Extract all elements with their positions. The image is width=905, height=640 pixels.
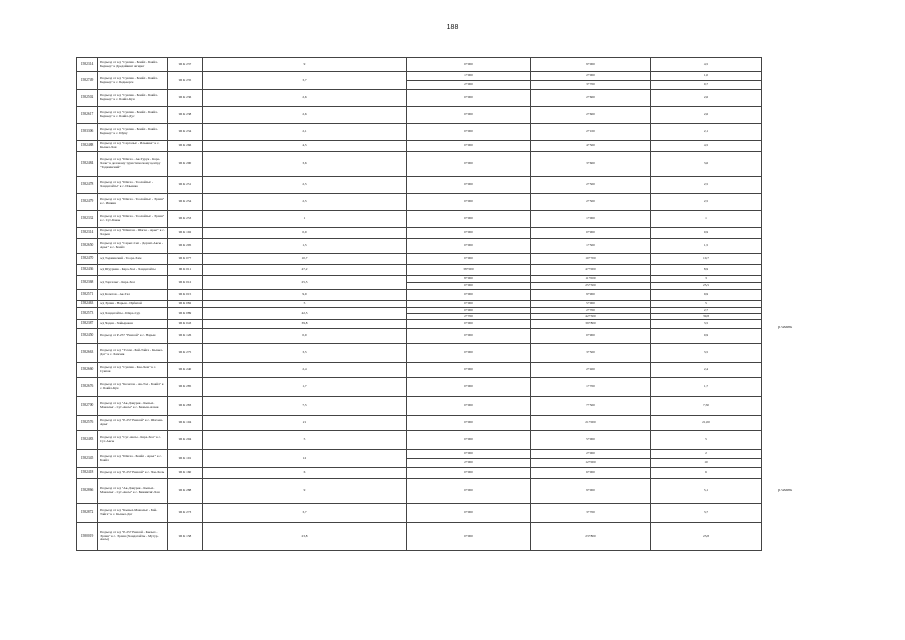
segment-to-cell: 9+000: [531, 58, 651, 72]
table-row: [77, 378, 762, 397]
road-name-cell: Подъезд от а/д "Сарыг-Сеп - Дерзиг-Аксы - Арыг" к с. Бояйл: [98, 239, 168, 254]
road-id-cell: 1582749: [77, 72, 98, 90]
road-name-cell: Подъезд от а/д "Сукпак - Каа-Хем" к с. Сукпак: [98, 363, 168, 378]
road-id-cell: 1582484: [77, 152, 98, 177]
segment-to-cell: 25+500: [531, 283, 651, 290]
road-code-cell: 96 К 082: [168, 301, 203, 308]
segment-from-cell: 0+000: [407, 468, 531, 479]
segment-to-cell: 9+000: [531, 479, 651, 504]
road-length-cell: 3,5: [203, 344, 407, 363]
table-row: [77, 124, 762, 141]
road-id-cell: 1582314: [77, 228, 98, 239]
road-id-cell: 1582470: [77, 254, 98, 265]
segment-from-cell: 0+000: [407, 107, 531, 124]
road-length-cell: 9,9: [203, 290, 407, 301]
segment-to-cell: 23+800: [531, 523, 651, 551]
segment-to-cell: 1+500: [531, 239, 651, 254]
road-id-cell: 1582368: [77, 276, 98, 290]
road-name-cell: Подъезд от а/д "Шагаа - Тоолайлыг - Хандагайты" к с. Ильинка: [98, 177, 168, 194]
road-id-cell: 1582478: [77, 177, 98, 194]
segment-to-cell: 2+600: [531, 90, 651, 107]
segment-length-cell: 1: [651, 211, 762, 228]
segment-length-cell: 1,7: [651, 378, 762, 397]
segment-length-cell: 1,0: [651, 72, 762, 81]
road-length-cell: 6: [203, 468, 407, 479]
segment-length-cell: 8,9: [651, 265, 762, 276]
segment-length-cell: 0,9: [651, 228, 762, 239]
road-name-cell: Подъезд от а/д "Сукпак - Бояйл - Бояйл-Бедьчер" к с. Бедьчерге: [98, 72, 168, 90]
road-name-cell: Подъезд от а/д "Шагаа - Бояйл - Арыг" к с. Бояйл: [98, 450, 168, 468]
segment-length-cell: 4,5: [651, 141, 762, 152]
segment-length-cell: 2,5: [651, 194, 762, 211]
table-row: [77, 301, 762, 308]
segment-from-cell: 0+000: [407, 378, 531, 397]
road-id-cell: 1582700: [77, 397, 98, 416]
road-code-cell: 96 К 253: [168, 211, 203, 228]
road-id-cell: 1582314: [77, 58, 98, 72]
segment-to-cell: 3+700: [531, 81, 651, 90]
segment-to-cell: 4+500: [531, 141, 651, 152]
road-length-cell: 42,5: [203, 308, 407, 320]
segment-from-cell: 0+000: [407, 177, 531, 194]
road-code-cell: 96 К 251: [168, 177, 203, 194]
segment-to-cell: 2+600: [531, 107, 651, 124]
road-id-cell: 1582483: [77, 431, 98, 450]
road-length-cell: 12: [203, 450, 407, 468]
segment-to-cell: 1+000: [531, 211, 651, 228]
road-id-cell: 1582576: [77, 416, 98, 431]
road-code-cell: 96 К 158: [168, 523, 203, 551]
segment-to-cell: 0+900: [531, 329, 651, 344]
segment-length-cell: 10,7: [651, 254, 762, 265]
road-code-cell: 96 К 015: [168, 290, 203, 301]
road-id-cell: 1582345: [77, 450, 98, 468]
road-name-cell: Подъезд от а/д "Кочетов - Ак-Тал - Бояйл" к с. Бояйл-Кун: [98, 378, 168, 397]
road-id-cell: 1582872: [77, 504, 98, 523]
road-id-cell: 1582676: [77, 378, 98, 397]
road-code-cell: 96 К 077: [168, 254, 203, 265]
road-length-cell: 3,6: [203, 152, 407, 177]
segment-length-cell: 2: [651, 450, 762, 459]
page-number: 188: [446, 24, 459, 31]
segment-to-cell: 47+000: [531, 265, 651, 276]
table-row: [77, 177, 762, 194]
road-length-cell: 2,4: [203, 363, 407, 378]
segment-length-cell: 10: [651, 459, 762, 468]
road-name-cell: Подъезд от а/д "Шагаа - Тоолайлыг - Эрзин" к с. Ишкин: [98, 194, 168, 211]
segment-length-cell: 3,5: [651, 320, 762, 329]
road-id-cell: 1582573: [77, 308, 98, 320]
road-id-cell: 1582387: [77, 320, 98, 329]
segment-from-cell: 8+000: [407, 276, 531, 283]
segment-length-cell: 5: [651, 431, 762, 450]
road-name-cell: Подъезд от а/д "Сукпак - Бояйл - Бояйл-Бедьчер" к Дредайвинг жгиркт: [98, 58, 168, 72]
segment-to-cell: 11+000: [531, 276, 651, 283]
segment-from-cell: 0+000: [407, 431, 531, 450]
segment-length-cell: 0,9: [651, 329, 762, 344]
road-length-cell: 2,6: [203, 107, 407, 124]
table-row: [77, 239, 762, 254]
road-name-cell: а/д Чадан - Хайыракан: [98, 320, 168, 329]
road-id-cell: 1582866: [77, 479, 98, 504]
segment-from-cell: 2+000: [407, 81, 531, 90]
segment-to-cell: 5+000: [531, 431, 651, 450]
road-code-cell: 96 К 191: [168, 450, 203, 468]
table-row: [77, 107, 762, 124]
table-row: [77, 265, 762, 276]
segment-length-cell: 25,5: [651, 283, 762, 290]
road-length-cell: 5: [203, 301, 407, 308]
segment-to-cell: 2+000: [531, 72, 651, 81]
table-row: [77, 416, 762, 431]
road-code-cell: 96 К 240: [168, 363, 203, 378]
segment-from-cell: 0+000: [407, 363, 531, 378]
table-row: [77, 72, 762, 81]
segment-from-cell: 0+000: [407, 344, 531, 363]
road-length-cell: 25,5: [203, 276, 407, 290]
road-code-cell: 96 К 295: [168, 239, 203, 254]
segment-from-cell: 0+000: [407, 194, 531, 211]
segment-to-cell: 2+000: [531, 450, 651, 459]
road-code-cell: 96 К 273: [168, 504, 203, 523]
segment-length-cell: 5,1: [651, 479, 762, 504]
segment-from-cell: 0+000: [407, 397, 531, 416]
segment-length-cell: 3,7: [651, 504, 762, 523]
table-row: [77, 450, 762, 459]
road-id-cell: 1582450: [77, 329, 98, 344]
road-length-cell: 21: [203, 416, 407, 431]
segment-from-cell: 0+000: [407, 211, 531, 228]
segment-length-cell: 2,1: [651, 124, 762, 141]
road-code-cell: 96 К 126: [168, 329, 203, 344]
road-name-cell: Подъезд от а/д "Шанган - Шагаа - Арыг" к с. Хадын: [98, 228, 168, 239]
road-id-cell: 1582488: [77, 141, 98, 152]
segment-length-cell: 3,5: [651, 344, 762, 363]
road-id-cell: 1582463: [77, 301, 98, 308]
road-id-cell: 1582650: [77, 239, 98, 254]
road-length-cell: 3,7: [203, 504, 407, 523]
table-row: [77, 523, 762, 551]
table-row: [77, 479, 762, 504]
segment-from-cell: 0+000: [407, 479, 531, 504]
road-name-cell: Подъезд от а/д "Сукпак - Бояйл - Бояйл-Бедьчер" к с. Шуву: [98, 124, 168, 141]
table-row: [77, 211, 762, 228]
segment-to-cell: 3+600: [531, 152, 651, 177]
table-row: [77, 320, 762, 329]
segment-length-cell: 4,5: [651, 58, 762, 72]
road-code-cell: 96 К 283: [168, 397, 203, 416]
road-length-cell: 10,7: [203, 254, 407, 265]
road-length-cell: 1,5: [203, 239, 407, 254]
road-length-cell: 2,5: [203, 194, 407, 211]
road-length-cell: 2,5: [203, 177, 407, 194]
side-note-first: р.чаань: [778, 324, 793, 329]
road-id-cell: 1582571: [77, 290, 98, 301]
segment-length-cell: 1,5: [651, 239, 762, 254]
segment-to-cell: 0+900: [531, 228, 651, 239]
side-note-second: р.чаань: [778, 487, 793, 492]
road-length-cell: 7,5: [203, 397, 407, 416]
segment-length-cell: 3: [651, 276, 762, 283]
table-row: [77, 431, 762, 450]
segment-to-cell: 9+900: [531, 290, 651, 301]
table-row: [77, 329, 762, 344]
road-id-cell: 1582418: [77, 468, 98, 479]
segment-from-cell: 0+000: [407, 523, 531, 551]
segment-from-cell: 0+000: [407, 254, 531, 265]
road-name-cell: Подъезд от а/д "Сукпак - Бояйл - Бояйл-Бедьчер" к с. Бояйл-Дус: [98, 107, 168, 124]
road-code-cell: 96 К 012: [168, 276, 203, 290]
segment-to-cell: 3+700: [531, 504, 651, 523]
road-name-cell: а/д Шуурмак - Кара-Хол - Хандагайты: [98, 265, 168, 276]
road-code-cell: 96 К 294: [168, 431, 203, 450]
road-length-cell: 0,9: [203, 228, 407, 239]
segment-to-cell: 2+100: [531, 124, 651, 141]
segment-to-cell: 1+700: [531, 378, 651, 397]
road-id-cell: 1582617: [77, 107, 98, 124]
segment-from-cell: 0+000: [407, 290, 531, 301]
road-name-cell: Подъезд от а/д "Кызыл-Мажалыг - Бай-Тайга" к с. Кызыл-Даг: [98, 504, 168, 523]
segment-to-cell: 2+400: [531, 363, 651, 378]
road-code-cell: 96 К 160: [168, 468, 203, 479]
segment-from-cell: 0+000: [407, 416, 531, 431]
road-code-cell: 96 К 192: [168, 228, 203, 239]
road-id-cell: 1582436: [77, 265, 98, 276]
segment-length-cell: 21,00: [651, 416, 762, 431]
table-row: [77, 254, 762, 265]
segment-from-cell: 0+000: [407, 504, 531, 523]
segment-to-cell: 2+700: [531, 308, 651, 314]
segment-to-cell: 5+000: [531, 301, 651, 308]
table-row: [77, 58, 762, 72]
segment-from-cell: 0+000: [407, 90, 531, 107]
segment-length-cell: 2,6: [651, 107, 762, 124]
road-length-cell: 2,6: [203, 90, 407, 107]
segment-length-cell: 3,6: [651, 152, 762, 177]
road-name-cell: Подъезд от а/д "Ак-Довурак - Кызыл-Мажалыг - Суг-Аксы" к с. Бажын-Алаак: [98, 397, 168, 416]
road-name-cell: Подъезд от а/д "Тээли - Бай-Тайга - Кызыл-Даг" к с. Хемчик: [98, 344, 168, 363]
segment-length-cell: 2,4: [651, 363, 762, 378]
segment-from-cell: 0+000: [407, 329, 531, 344]
road-length-cell: 2,1: [203, 124, 407, 141]
road-name-cell: а/д Тоджинский - Тоора-Хем: [98, 254, 168, 265]
road-name-cell: Подъезд от а/д "Р-257 Енисей" к с. Чаа-Холь: [98, 468, 168, 479]
road-code-cell: 96 К 237: [168, 58, 203, 72]
road-name-cell: Подъезд от а/д "Шагаа - Ак-Турук - Кара-Хаак" к деловому туристическому центру "Тоджинский": [98, 152, 168, 177]
road-name-cell: Подъезд от Р-257 "Енисей" к с. Нарын: [98, 329, 168, 344]
table-row: [77, 228, 762, 239]
road-code-cell: 96 К 238: [168, 107, 203, 124]
road-length-cell: 5: [203, 431, 407, 450]
segment-length-cell: 7,50: [651, 397, 762, 416]
segment-to-cell: 39+800: [531, 320, 651, 329]
segment-to-cell: 10+700: [531, 254, 651, 265]
segment-length-cell: 2,7: [651, 308, 762, 314]
segment-to-cell: 3+500: [531, 344, 651, 363]
table-row: [77, 344, 762, 363]
road-length-cell: 4,5: [203, 141, 407, 152]
road-code-cell: 96 К 104: [168, 416, 203, 431]
segment-from-cell: 0+000: [407, 152, 531, 177]
segment-length-cell: 5: [651, 301, 762, 308]
segment-to-cell: 6+000: [531, 468, 651, 479]
road-code-cell: 96 К 288: [168, 479, 203, 504]
segment-length-cell: 0,7: [651, 81, 762, 90]
road-code-cell: 96 К 235: [168, 72, 203, 90]
segment-from-cell: 0+000: [407, 283, 531, 290]
road-id-cell: 1582660: [77, 363, 98, 378]
road-code-cell: 96 К 043: [168, 320, 203, 329]
road-name-cell: Подъезд от а/д "Р-257 Енисей - Кызыл - Эрзин" к с. Эрзин (Хандагайты - Мугур-Аксы): [98, 523, 168, 551]
road-code-cell: 96 К 285: [168, 378, 203, 397]
segment-to-cell: 2+500: [531, 194, 651, 211]
segment-from-cell: 38+000: [407, 265, 531, 276]
road-name-cell: а/д Торгалыг - Кара-Хол: [98, 276, 168, 290]
table-body: [77, 58, 762, 551]
segment-from-cell: 1+000: [407, 72, 531, 81]
road-length-cell: 0,9: [203, 329, 407, 344]
road-name-cell: Подъезд от а/д "Р-257 Енисей" к с. Шагаан-Арыг: [98, 416, 168, 431]
road-code-cell: 96 К 011: [168, 265, 203, 276]
table-row: [77, 276, 762, 283]
road-name-cell: Подъезд от а/д "Саргалыг - Ильинка" к с. Кызыл-Хая: [98, 141, 168, 152]
road-name-cell: Подъезд от а/д "Сукпак - Бояйл - Бояйл-Бедьчер" к с. Бояйл-Кун: [98, 90, 168, 107]
segment-length-cell: 6: [651, 468, 762, 479]
road-name-cell: а/д Кочетов - Ак-Тал: [98, 290, 168, 301]
table-row: [77, 290, 762, 301]
road-name-cell: а/д Хандагайты - Шара-Сур: [98, 308, 168, 320]
road-id-cell: 1580019: [77, 523, 98, 551]
road-code-cell: 96 К 266: [168, 141, 203, 152]
segment-length-cell: 9,9: [651, 290, 762, 301]
road-id-cell: 1582479: [77, 194, 98, 211]
segment-from-cell: 2+700: [407, 314, 531, 320]
segment-to-cell: 2+500: [531, 177, 651, 194]
road-length-cell: 9: [203, 479, 407, 504]
road-code-cell: 96 К 236: [168, 90, 203, 107]
segment-from-cell: 0+000: [407, 124, 531, 141]
segment-to-cell: 42+500: [531, 314, 651, 320]
table-row: [77, 504, 762, 523]
road-length-cell: 1,7: [203, 378, 407, 397]
segment-to-cell: 7+500: [531, 397, 651, 416]
road-length-cell: 47,2: [203, 265, 407, 276]
table-row: [77, 468, 762, 479]
road-id-cell: 1582502: [77, 90, 98, 107]
table-row: [77, 194, 762, 211]
segment-from-cell: 0+000: [407, 239, 531, 254]
road-name-cell: Подъезд от а/д "Шагаа - Тоолайлыг - Эрзин" к с. Суг-Бажы: [98, 211, 168, 228]
segment-from-cell: 0+000: [407, 308, 531, 314]
table-row: [77, 90, 762, 107]
road-name-cell: Подъезд от а/д "Суг-Аксы - Кара-Хол" к с. Суг-Аксы: [98, 431, 168, 450]
road-code-cell: 96 К 234: [168, 124, 203, 141]
segment-length-cell: 23,8: [651, 523, 762, 551]
road-length-cell: 3,7: [203, 72, 407, 90]
road-id-cell: 1582663: [77, 344, 98, 363]
road-length-cell: 1: [203, 211, 407, 228]
segment-from-cell: 0+000: [407, 320, 531, 329]
segment-from-cell: 0+000: [407, 450, 531, 459]
segment-from-cell: 2+000: [407, 459, 531, 468]
table-row: [77, 397, 762, 416]
segment-length-cell: 2,5: [651, 177, 762, 194]
segment-length-cell: 2,6: [651, 90, 762, 107]
segment-to-cell: 12+000: [531, 459, 651, 468]
road-length-cell: 9: [203, 58, 407, 72]
road-registry-table: [76, 57, 762, 551]
table-row: [77, 152, 762, 177]
segment-from-cell: 0+000: [407, 58, 531, 72]
road-length-cell: 23,8: [203, 523, 407, 551]
road-id-cell: 1583306: [77, 124, 98, 141]
road-code-cell: 96 К 089: [168, 308, 203, 320]
segment-length-cell: 39,8: [651, 314, 762, 320]
road-name-cell: а/д Эрзин - Нарын - Ирбитей: [98, 301, 168, 308]
road-code-cell: 96 К 275: [168, 344, 203, 363]
road-code-cell: 96 К 254: [168, 194, 203, 211]
road-id-cell: 1582332: [77, 211, 98, 228]
table-row: [77, 141, 762, 152]
segment-to-cell: 21+000: [531, 416, 651, 431]
road-name-cell: Подъезд от а/д "Ак-Довурак - Кызыл-Мажалыг - Суг-Аксы" к с. Бижиктиг-Хая: [98, 479, 168, 504]
segment-from-cell: 0+000: [407, 301, 531, 308]
segment-from-cell: 0+000: [407, 228, 531, 239]
road-code-cell: 96 К 290: [168, 152, 203, 177]
segment-from-cell: 0+000: [407, 141, 531, 152]
road-length-cell: 39,8: [203, 320, 407, 329]
table-row: [77, 363, 762, 378]
